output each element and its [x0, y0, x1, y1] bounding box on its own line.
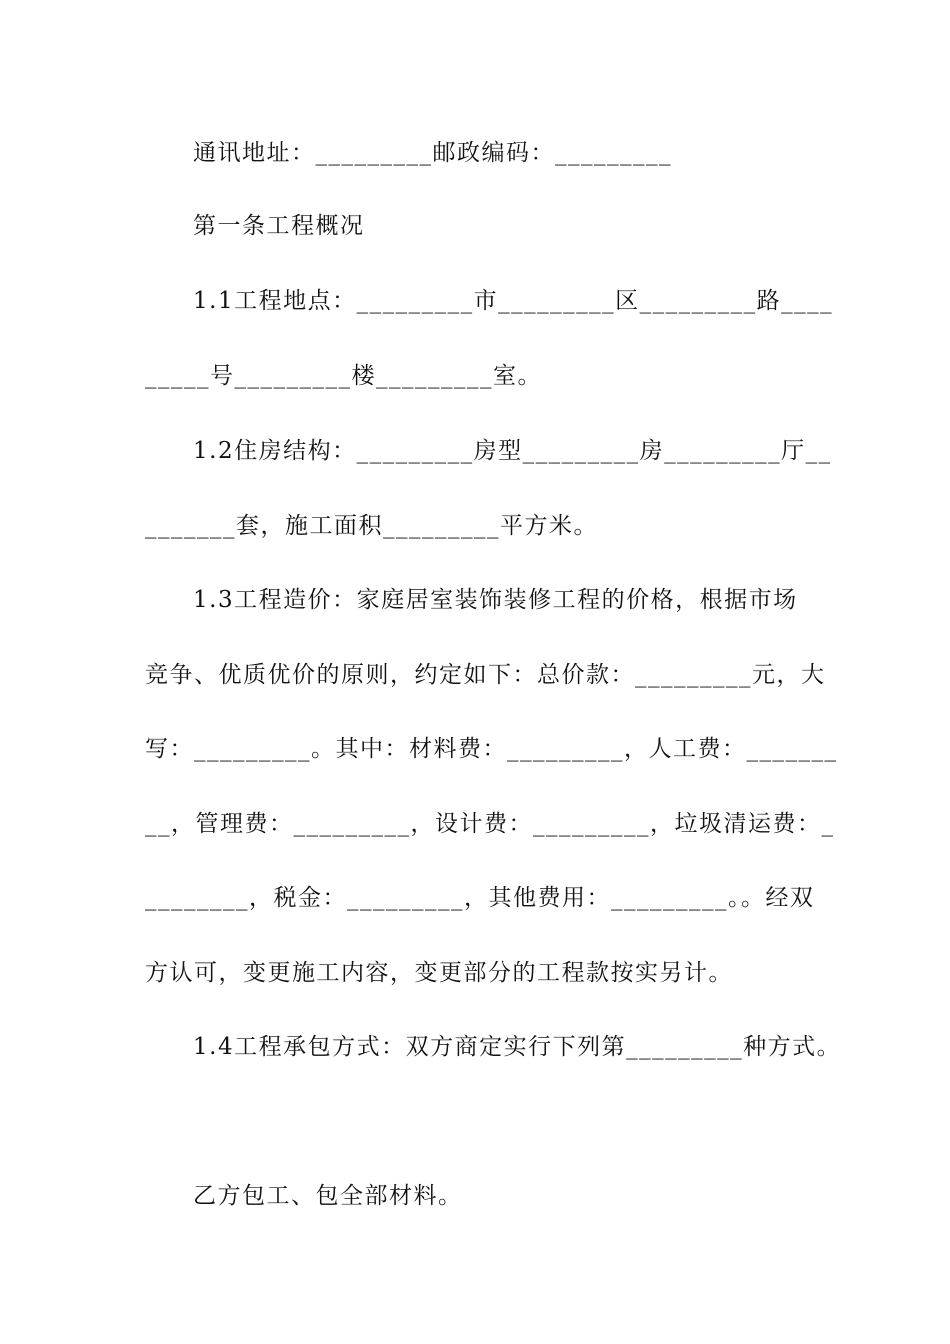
clause-1-4-line: 1.4工程承包方式：双方商定实行下列第_________种方式。 — [193, 1034, 842, 1060]
clause-1-2-line-1: 1.2住房结构：_________房型_________房_________厅__ — [193, 438, 832, 464]
clause-1-1-line-1: 1.1工程地点：_________市_________区_________路____ — [193, 288, 834, 314]
clause-1-3-line-4: __，管理费：_________，设计费：_________，垃圾清运费：_ — [145, 811, 835, 837]
clause-1-2-line-2: _______套，施工面积_________平方米。 — [145, 513, 598, 539]
clause-1-1-line-2: _____号_________楼_________室。 — [145, 363, 542, 389]
clause-1-3-line-5: ________，税金：_________，其他费用：_________。。经双 — [145, 885, 815, 911]
section-heading: 第一条工程概况 — [193, 213, 365, 239]
clause-1-3-line-6: 方认可，变更施工内容，变更部分的工程款按实另计。 — [145, 960, 733, 986]
clause-1-3-line-2: 竞争、优质优价的原则，约定如下：总价款：_________元，大 — [145, 662, 826, 688]
clause-1-3-line-1: 1.3工程造价：家庭居室装饰装修工程的价格，根据市场 — [193, 587, 798, 613]
clause-1-3-line-3: 写：_________。其中：材料费：_________，人工费：_______ — [145, 736, 838, 762]
address-postal-line: 通讯地址：_________邮政编码：_________ — [193, 140, 672, 166]
contract-mode-line: 乙方包工、包全部材料。 — [193, 1183, 463, 1209]
